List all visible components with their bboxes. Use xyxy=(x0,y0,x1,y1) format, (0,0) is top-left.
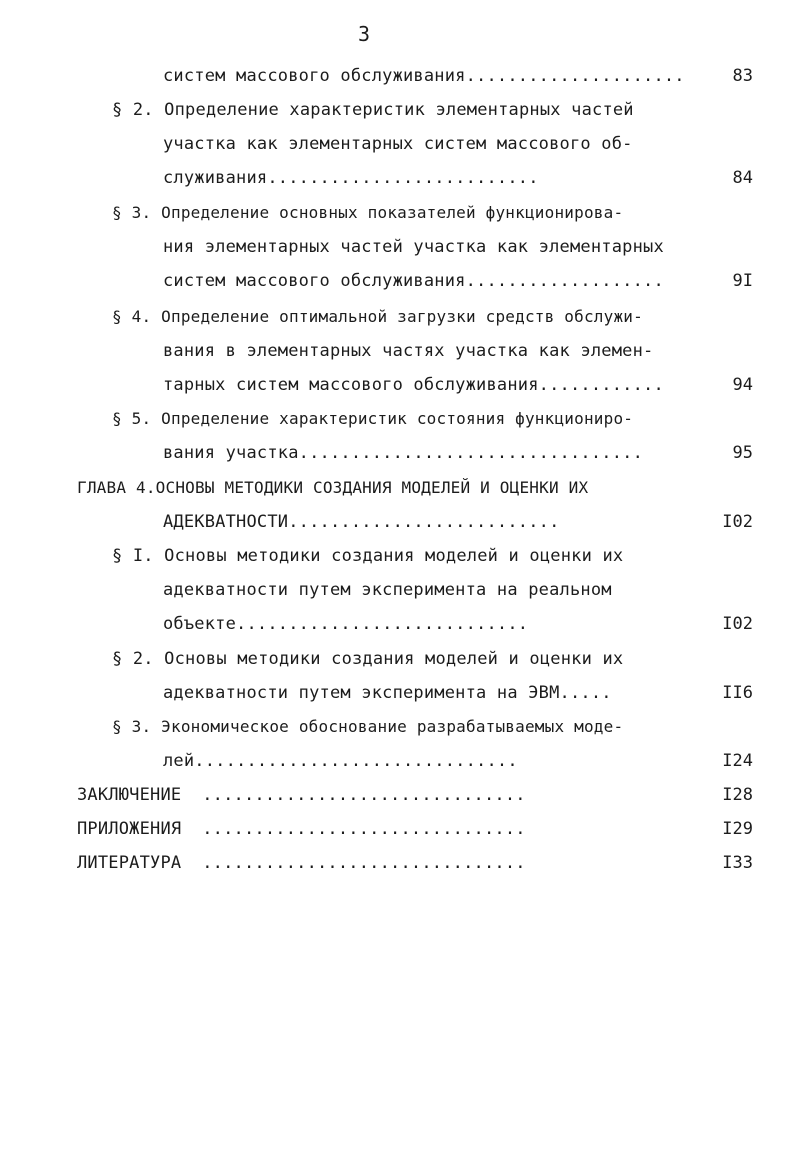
page-ref: 83 xyxy=(732,66,753,86)
page-ref: II6 xyxy=(722,683,753,703)
toc-line: § 2. Основы методики создания моделей и оценки их xyxy=(112,649,624,669)
toc-line: адекватности путем эксперимента на ЭВМ..... xyxy=(163,683,612,703)
toc-line: тарных систем массового обслуживания............ xyxy=(163,375,664,395)
toc-line: § 3. Экономическое обоснование разрабатываемых моде- xyxy=(112,717,624,736)
toc-line: § 3. Определение основных показателей функционирова- xyxy=(112,203,624,222)
toc-line: систем массового обслуживания................... xyxy=(163,271,664,291)
page-ref: I24 xyxy=(722,751,753,771)
toc-line: вания в элементарных частях участка как элемен- xyxy=(163,341,654,361)
page-ref: 9I xyxy=(732,271,753,291)
page-ref: I02 xyxy=(722,614,753,634)
toc-line: § 5. Определение характеристик состояния функциониро- xyxy=(112,409,634,428)
toc-line: § 2. Определение характеристик элементарных частей xyxy=(112,100,634,120)
page-ref: 95 xyxy=(732,443,753,463)
page-number: 3 xyxy=(358,22,371,46)
toc-line: § 4. Определение оптимальной загрузки средств обслужи- xyxy=(112,307,643,326)
toc-section-line: ПРИЛОЖЕНИЯ ............................... xyxy=(77,819,526,839)
toc-line: вания участка................................. xyxy=(163,443,644,463)
toc-line: систем массового обслуживания..................... xyxy=(163,66,685,86)
page-ref: I29 xyxy=(722,819,753,839)
toc-line: ния элементарных частей участка как элементарных xyxy=(163,237,664,257)
toc-section-line: ЛИТЕРАТУРА ............................... xyxy=(77,853,526,873)
toc-line: АДЕКВАТНОСТИ.......................... xyxy=(163,512,560,532)
toc-line: § I. Основы методики создания моделей и оценки их xyxy=(112,546,624,566)
toc-line: объекте............................ xyxy=(163,614,529,634)
page-ref: I33 xyxy=(722,853,753,873)
page-ref: I02 xyxy=(722,512,753,532)
page-ref: 94 xyxy=(732,375,753,395)
page-ref: I28 xyxy=(722,785,753,805)
toc-chapter-line: ГЛАВА 4.ОСНОВЫ МЕТОДИКИ СОЗДАНИЯ МОДЕЛЕЙ И ОЦЕНКИ ИХ xyxy=(77,478,589,497)
toc-line: служивания.......................... xyxy=(163,168,539,188)
toc-line: лей............................... xyxy=(163,751,518,771)
toc-line: участка как элементарных систем массового об- xyxy=(163,134,633,154)
toc-line: адекватности путем эксперимента на реальном xyxy=(163,580,612,600)
toc-section-line: ЗАКЛЮЧЕНИЕ ............................... xyxy=(77,785,526,805)
page-ref: 84 xyxy=(732,168,753,188)
